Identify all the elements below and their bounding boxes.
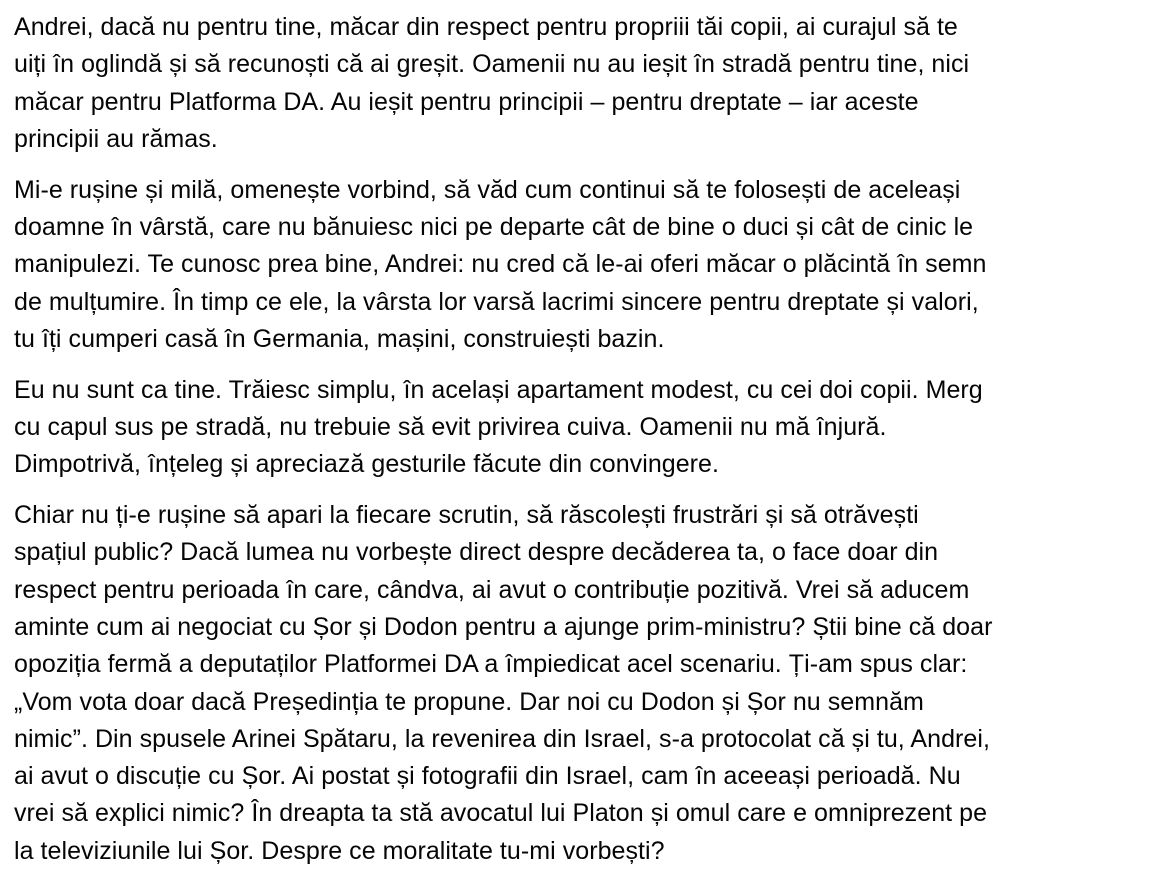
text-line: cu capul sus pe stradă, nu trebuie să evit privirea cuiva. Oamenii nu mă înjură. (14, 412, 887, 441)
text-line: manipulezi. Te cunosc prea bine, Andrei: nu cred că le-ai oferi măcar o plăcintă în semn (14, 250, 987, 279)
text-line: Andrei, dacă nu pentru tine, măcar din respect pentru propriii tăi copii, ai curajul să te (14, 13, 958, 41)
text-line: Dimpotrivă, înțeleg și apreciază gesturile făcute din convingere. (14, 450, 720, 479)
text-line: doamne în vârstă, care nu bănuiesc nici pe departe cât de bine o duci și cât de cinic le (14, 212, 974, 241)
text-line: spațiul public? Dacă lumea nu vorbește direct despre decăderea ta, o face doar din (14, 538, 939, 567)
text-line: principii au rămas. (14, 124, 218, 153)
text-line: nimic”. Din spusele Arinei Spătaru, la revenirea din Israel, s-a protocolat că și tu, Andrei, (14, 724, 990, 753)
text-line: Mi-e rușine și milă, omenește vorbind, să văd cum continui să te folosești de aceleași (14, 175, 961, 204)
paragraph-3 (14, 372, 1150, 484)
paragraph-2 (14, 172, 1150, 358)
text-line: tu îți cumperi casă în Germania, mașini, construiești bazin. (14, 324, 665, 353)
text-line: uiți în oglindă și să recunoști că ai greșit. Oamenii nu au ieșit în stradă pentru tine, nici (14, 50, 970, 79)
text-line: la televiziunile lui Șor. Despre ce moralitate tu-mi vorbești? (14, 836, 665, 865)
text-line: vrei să explici nimic? În dreapta ta stă avocatul lui Platon și omul care e omniprezent pe (14, 799, 988, 828)
text-line: „Vom vota doar dacă Președinția te propune. Dar noi cu Dodon și Șor nu semnăm (14, 687, 924, 716)
text-line: ai avut o discuție cu Șor. Ai postat și fotografii din Israel, cam în aceeași perioadă. Nu (14, 762, 961, 791)
text-line: aminte cum ai negociat cu Șor și Dodon pentru a ajunge prim-ministru? Știi bine că doar (14, 612, 993, 641)
text-line: respect pentru perioada în care, cândva, ai avut o contribuție pozitivă. Vrei să aducem (14, 575, 970, 604)
paragraph-4 (14, 497, 1150, 870)
text-line: opoziția fermă a deputaților Platformei DA a împiedicat acel scenariu. Ți-am spus clar: (14, 650, 968, 679)
text-line: de mulțumire. În timp ce ele, la vârsta lor varsă lacrimi sincere pentru dreptate și valori, (14, 287, 979, 316)
text-line: Eu nu sunt ca tine. Trăiesc simplu, în același apartament modest, cu cei doi copii. Merg (14, 375, 983, 404)
text-line: Chiar nu ți-e rușine să apari la fiecare scrutin, să răscolești frustrări și să otrăvești (14, 501, 919, 530)
paragraph-1 (14, 9, 1150, 158)
text-line: măcar pentru Platforma DA. Au ieșit pentru principii – pentru dreptate – iar aceste (14, 87, 919, 116)
